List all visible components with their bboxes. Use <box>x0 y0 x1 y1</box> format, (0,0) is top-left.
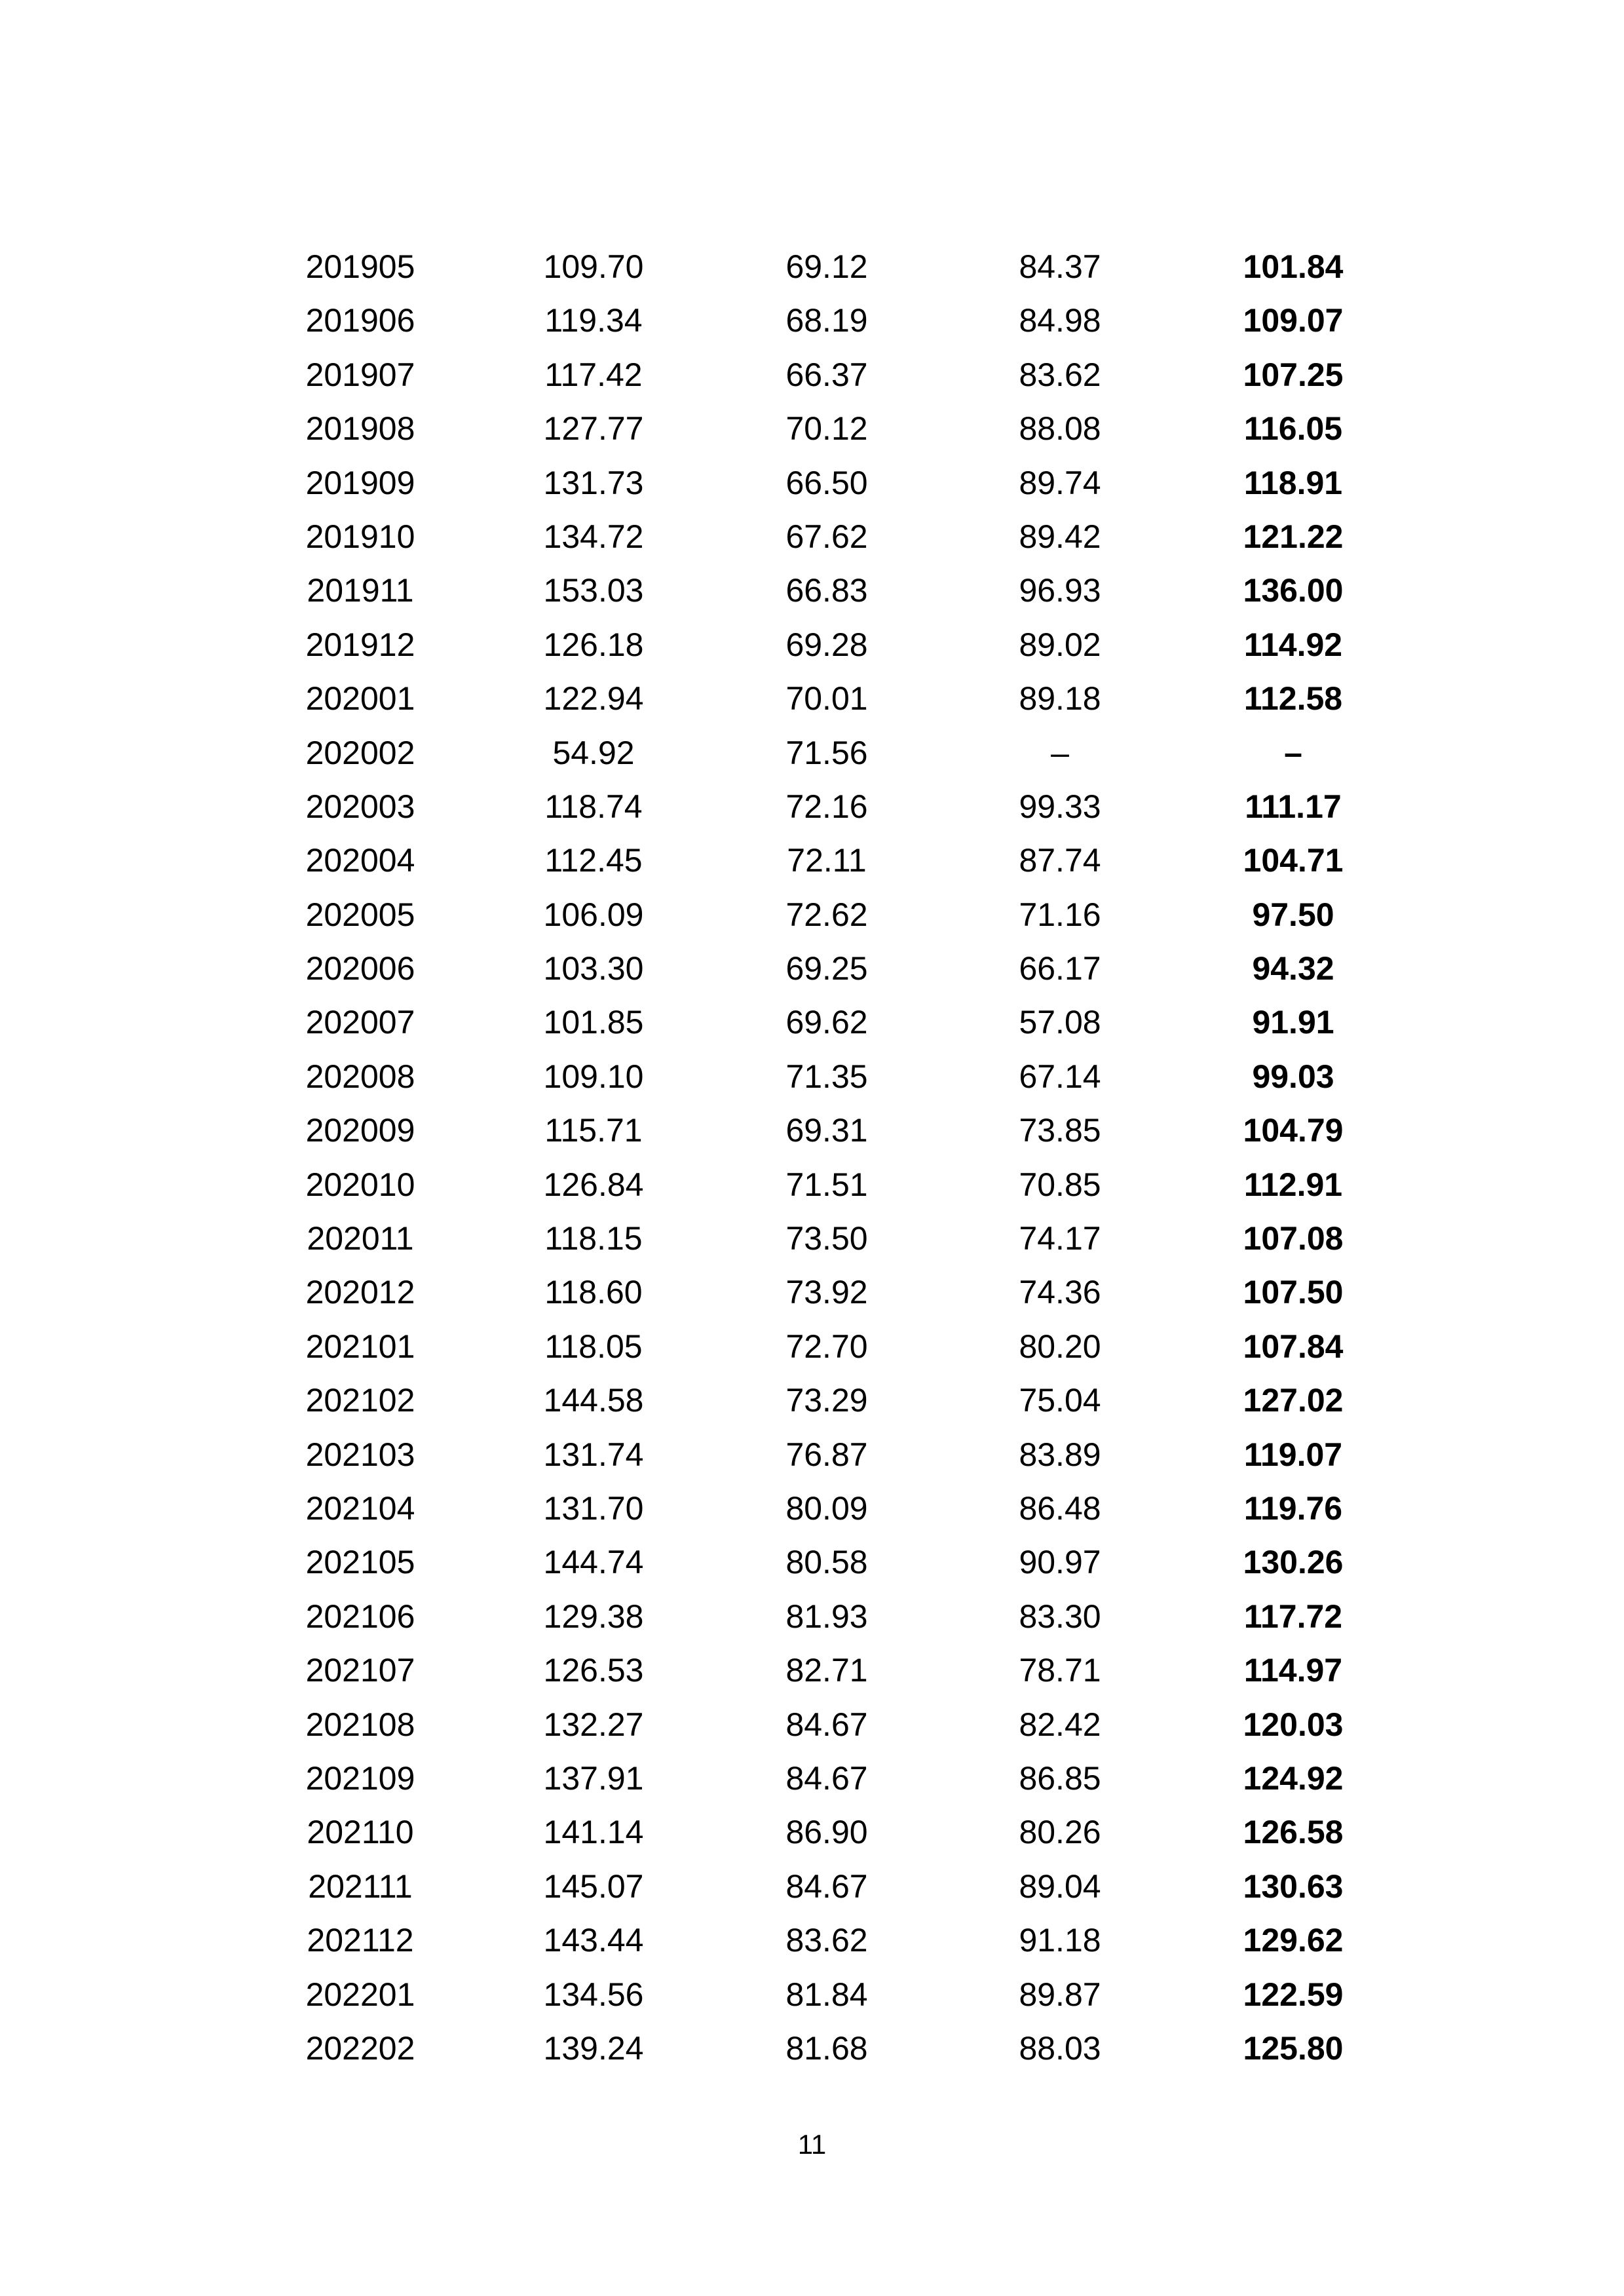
value-cell: 69.12 <box>785 248 868 285</box>
table-row <box>244 1373 1410 1427</box>
value-cell: 67.14 <box>1019 1058 1101 1095</box>
table-row <box>244 833 1410 887</box>
value-cell: 114.97 <box>1243 1652 1343 1689</box>
period-cell: 201907 <box>305 356 415 393</box>
value-cell: 70.12 <box>785 410 868 448</box>
value-cell: 83.62 <box>1019 356 1101 393</box>
value-cell: 127.77 <box>543 410 644 448</box>
value-cell: 69.62 <box>785 1004 868 1041</box>
period-cell: 202004 <box>305 842 415 879</box>
value-cell: 72.16 <box>785 788 868 825</box>
value-cell: 57.08 <box>1019 1004 1101 1041</box>
table-row <box>244 240 1410 294</box>
value-cell: 144.74 <box>543 1544 644 1581</box>
value-cell: 66.50 <box>785 464 868 501</box>
value-cell: 109.07 <box>1243 302 1344 339</box>
value-cell: 67.62 <box>785 518 868 555</box>
value-cell: 88.03 <box>1019 2029 1101 2067</box>
value-cell: 89.18 <box>1019 680 1101 718</box>
period-cell: 202112 <box>307 1922 414 1959</box>
value-cell: 71.51 <box>785 1166 868 1203</box>
value-cell: 112.58 <box>1243 680 1343 718</box>
value-cell: 118.91 <box>1243 464 1343 501</box>
table-row <box>244 1103 1410 1157</box>
value-cell: 89.74 <box>1019 464 1101 501</box>
value-cell: 115.71 <box>544 1112 643 1149</box>
value-cell: 71.35 <box>785 1058 868 1095</box>
value-cell: 80.58 <box>785 1544 868 1581</box>
table-row <box>244 888 1410 942</box>
table-row <box>244 1860 1410 1913</box>
value-cell: 73.85 <box>1019 1112 1101 1149</box>
table-row <box>244 618 1410 672</box>
value-cell: 121.22 <box>1243 518 1344 555</box>
table-row <box>244 1158 1410 1212</box>
value-cell: 126.58 <box>1243 1814 1344 1851</box>
value-cell: 119.07 <box>1243 1436 1343 1473</box>
value-cell: 139.24 <box>543 2029 644 2067</box>
value-cell: 107.25 <box>1243 356 1344 393</box>
value-cell: 116.05 <box>1243 410 1343 448</box>
value-cell: 80.26 <box>1019 1814 1101 1851</box>
value-cell: 119.34 <box>544 302 643 339</box>
value-cell: 127.02 <box>1243 1382 1344 1419</box>
table-row <box>244 1805 1410 1859</box>
table-row <box>244 672 1410 725</box>
value-cell: 107.84 <box>1243 1328 1344 1365</box>
table-row <box>244 1698 1410 1751</box>
value-cell: 82.71 <box>785 1652 868 1689</box>
value-cell: 68.19 <box>785 302 868 339</box>
value-cell: 83.30 <box>1019 1598 1101 1635</box>
page-number: 11 <box>797 2129 827 2160</box>
value-cell: 145.07 <box>543 1867 644 1905</box>
period-cell: 202106 <box>305 1598 415 1635</box>
value-cell: 86.48 <box>1019 1489 1101 1527</box>
value-cell: 81.84 <box>785 1976 868 2013</box>
table-row <box>244 995 1410 1049</box>
value-cell: 134.72 <box>543 518 644 555</box>
value-cell: – <box>1284 734 1302 771</box>
value-cell: 131.70 <box>543 1489 644 1527</box>
value-cell: 131.73 <box>543 464 644 501</box>
value-cell: 70.01 <box>785 680 868 718</box>
value-cell: 73.50 <box>785 1220 868 1257</box>
value-cell: 74.17 <box>1019 1220 1101 1257</box>
value-cell: 84.67 <box>785 1759 868 1797</box>
table-row <box>244 1913 1410 1967</box>
value-cell: 122.59 <box>1243 1976 1344 2013</box>
value-cell: 99.03 <box>1252 1058 1334 1095</box>
period-cell: 202107 <box>305 1652 415 1689</box>
table-row <box>244 1643 1410 1697</box>
value-cell: 122.94 <box>543 680 644 718</box>
period-cell: 201905 <box>305 248 415 285</box>
period-cell: 201906 <box>305 302 415 339</box>
table-row <box>244 1535 1410 1589</box>
value-cell: 101.85 <box>543 1004 644 1041</box>
table-row <box>244 1428 1410 1482</box>
value-cell: 87.74 <box>1019 842 1101 879</box>
value-cell: 72.11 <box>787 842 867 879</box>
value-cell: 91.91 <box>1252 1004 1334 1041</box>
value-cell: 137.91 <box>543 1759 644 1797</box>
value-cell: 83.89 <box>1019 1436 1101 1473</box>
table-row <box>244 1265 1410 1319</box>
value-cell: 143.44 <box>543 1922 644 1959</box>
value-cell: 66.37 <box>785 356 868 393</box>
table-row <box>244 1320 1410 1373</box>
value-cell: 86.85 <box>1019 1759 1101 1797</box>
value-cell: 131.74 <box>543 1436 644 1473</box>
value-cell: 136.00 <box>1243 572 1344 609</box>
period-cell: 202105 <box>305 1544 415 1581</box>
value-cell: 99.33 <box>1019 788 1101 825</box>
value-cell: 74.36 <box>1019 1274 1101 1311</box>
period-cell: 202202 <box>305 2029 415 2067</box>
period-cell: 202110 <box>307 1814 414 1851</box>
table-row <box>244 564 1410 617</box>
period-cell: 201909 <box>305 464 415 501</box>
table-row <box>244 456 1410 510</box>
value-cell: – <box>1051 734 1069 771</box>
table-row <box>244 294 1410 347</box>
value-cell: 89.04 <box>1019 1867 1101 1905</box>
table-row <box>244 942 1410 995</box>
value-cell: 84.98 <box>1019 302 1101 339</box>
value-cell: 129.62 <box>1243 1922 1344 1959</box>
period-cell: 202108 <box>305 1706 415 1743</box>
period-cell: 202005 <box>305 896 415 933</box>
data-table <box>244 240 1410 2075</box>
period-cell: 202002 <box>305 734 415 771</box>
value-cell: 97.50 <box>1252 896 1334 933</box>
value-cell: 118.15 <box>544 1220 643 1257</box>
table-row <box>244 1968 1410 2021</box>
period-cell: 202109 <box>305 1759 415 1797</box>
period-cell: 201908 <box>305 410 415 448</box>
value-cell: 153.03 <box>543 572 644 609</box>
period-cell: 201910 <box>305 518 415 555</box>
period-cell: 202011 <box>307 1220 414 1257</box>
value-cell: 73.92 <box>785 1274 868 1311</box>
period-cell: 202010 <box>305 1166 415 1203</box>
value-cell: 89.02 <box>1019 626 1101 663</box>
table-row <box>244 2021 1410 2075</box>
value-cell: 72.70 <box>785 1328 868 1365</box>
value-cell: 126.53 <box>543 1652 644 1689</box>
value-cell: 80.09 <box>785 1489 868 1527</box>
value-cell: 69.25 <box>785 950 868 987</box>
table-row <box>244 1212 1410 1265</box>
value-cell: 125.80 <box>1243 2029 1344 2067</box>
period-cell: 201912 <box>305 626 415 663</box>
value-cell: 84.67 <box>785 1706 868 1743</box>
value-cell: 109.10 <box>543 1058 644 1095</box>
value-cell: 91.18 <box>1019 1922 1101 1959</box>
value-cell: 81.93 <box>785 1598 868 1635</box>
value-cell: 94.32 <box>1252 950 1334 987</box>
period-cell: 202003 <box>305 788 415 825</box>
period-cell: 202102 <box>305 1382 415 1419</box>
value-cell: 96.93 <box>1019 572 1101 609</box>
period-cell: 202006 <box>305 950 415 987</box>
period-cell: 202104 <box>305 1489 415 1527</box>
value-cell: 69.31 <box>785 1112 868 1149</box>
value-cell: 66.17 <box>1019 950 1101 987</box>
value-cell: 120.03 <box>1243 1706 1344 1743</box>
period-cell: 202009 <box>305 1112 415 1149</box>
value-cell: 112.91 <box>1243 1166 1343 1203</box>
value-cell: 75.04 <box>1019 1382 1101 1419</box>
value-cell: 73.29 <box>785 1382 868 1419</box>
period-cell: 202111 <box>308 1867 413 1905</box>
value-cell: 126.84 <box>543 1166 644 1203</box>
value-cell: 112.45 <box>544 842 643 879</box>
table-row <box>244 1751 1410 1805</box>
value-cell: 124.92 <box>1243 1759 1344 1797</box>
value-cell: 70.85 <box>1019 1166 1101 1203</box>
value-cell: 71.56 <box>785 734 868 771</box>
value-cell: 89.87 <box>1019 1976 1101 2013</box>
value-cell: 84.37 <box>1019 248 1101 285</box>
period-cell: 202001 <box>305 680 415 718</box>
value-cell: 107.50 <box>1243 1274 1344 1311</box>
value-cell: 69.28 <box>785 626 868 663</box>
value-cell: 101.84 <box>1243 248 1344 285</box>
table-row <box>244 1482 1410 1535</box>
value-cell: 107.08 <box>1243 1220 1344 1257</box>
period-cell: 202008 <box>305 1058 415 1095</box>
table-row <box>244 780 1410 833</box>
value-cell: 144.58 <box>543 1382 644 1419</box>
value-cell: 130.63 <box>1243 1867 1344 1905</box>
value-cell: 132.27 <box>543 1706 644 1743</box>
value-cell: 118.60 <box>544 1274 643 1311</box>
period-cell: 202012 <box>305 1274 415 1311</box>
value-cell: 86.90 <box>785 1814 868 1851</box>
value-cell: 78.71 <box>1019 1652 1101 1689</box>
value-cell: 88.08 <box>1019 410 1101 448</box>
value-cell: 111.17 <box>1245 788 1342 825</box>
value-cell: 129.38 <box>543 1598 644 1635</box>
value-cell: 103.30 <box>543 950 644 987</box>
value-cell: 104.71 <box>1243 842 1344 879</box>
value-cell: 104.79 <box>1243 1112 1344 1149</box>
value-cell: 118.74 <box>544 788 643 825</box>
period-cell: 202101 <box>305 1328 415 1365</box>
table-row <box>244 510 1410 564</box>
value-cell: 80.20 <box>1019 1328 1101 1365</box>
value-cell: 84.67 <box>785 1867 868 1905</box>
table-row <box>244 726 1410 780</box>
value-cell: 66.83 <box>785 572 868 609</box>
value-cell: 134.56 <box>543 1976 644 2013</box>
table-row <box>244 1590 1410 1643</box>
value-cell: 82.42 <box>1019 1706 1101 1743</box>
value-cell: 106.09 <box>543 896 644 933</box>
value-cell: 89.42 <box>1019 518 1101 555</box>
period-cell: 201911 <box>307 572 414 609</box>
value-cell: 130.26 <box>1243 1544 1344 1581</box>
value-cell: 71.16 <box>1019 896 1101 933</box>
value-cell: 81.68 <box>785 2029 868 2067</box>
value-cell: 109.70 <box>543 248 644 285</box>
value-cell: 114.92 <box>1243 626 1343 663</box>
period-cell: 202103 <box>305 1436 415 1473</box>
value-cell: 76.87 <box>785 1436 868 1473</box>
value-cell: 119.76 <box>1243 1489 1343 1527</box>
period-cell: 202201 <box>305 1976 415 2013</box>
value-cell: 141.14 <box>543 1814 644 1851</box>
value-cell: 54.92 <box>552 734 635 771</box>
period-cell: 202007 <box>305 1004 415 1041</box>
value-cell: 72.62 <box>785 896 868 933</box>
value-cell: 117.42 <box>544 356 643 393</box>
value-cell: 90.97 <box>1019 1544 1101 1581</box>
value-cell: 118.05 <box>544 1328 643 1365</box>
value-cell: 117.72 <box>1243 1598 1343 1635</box>
table-row <box>244 1050 1410 1103</box>
value-cell: 83.62 <box>785 1922 868 1959</box>
value-cell: 126.18 <box>543 626 644 663</box>
table-row <box>244 348 1410 402</box>
table-row <box>244 402 1410 455</box>
